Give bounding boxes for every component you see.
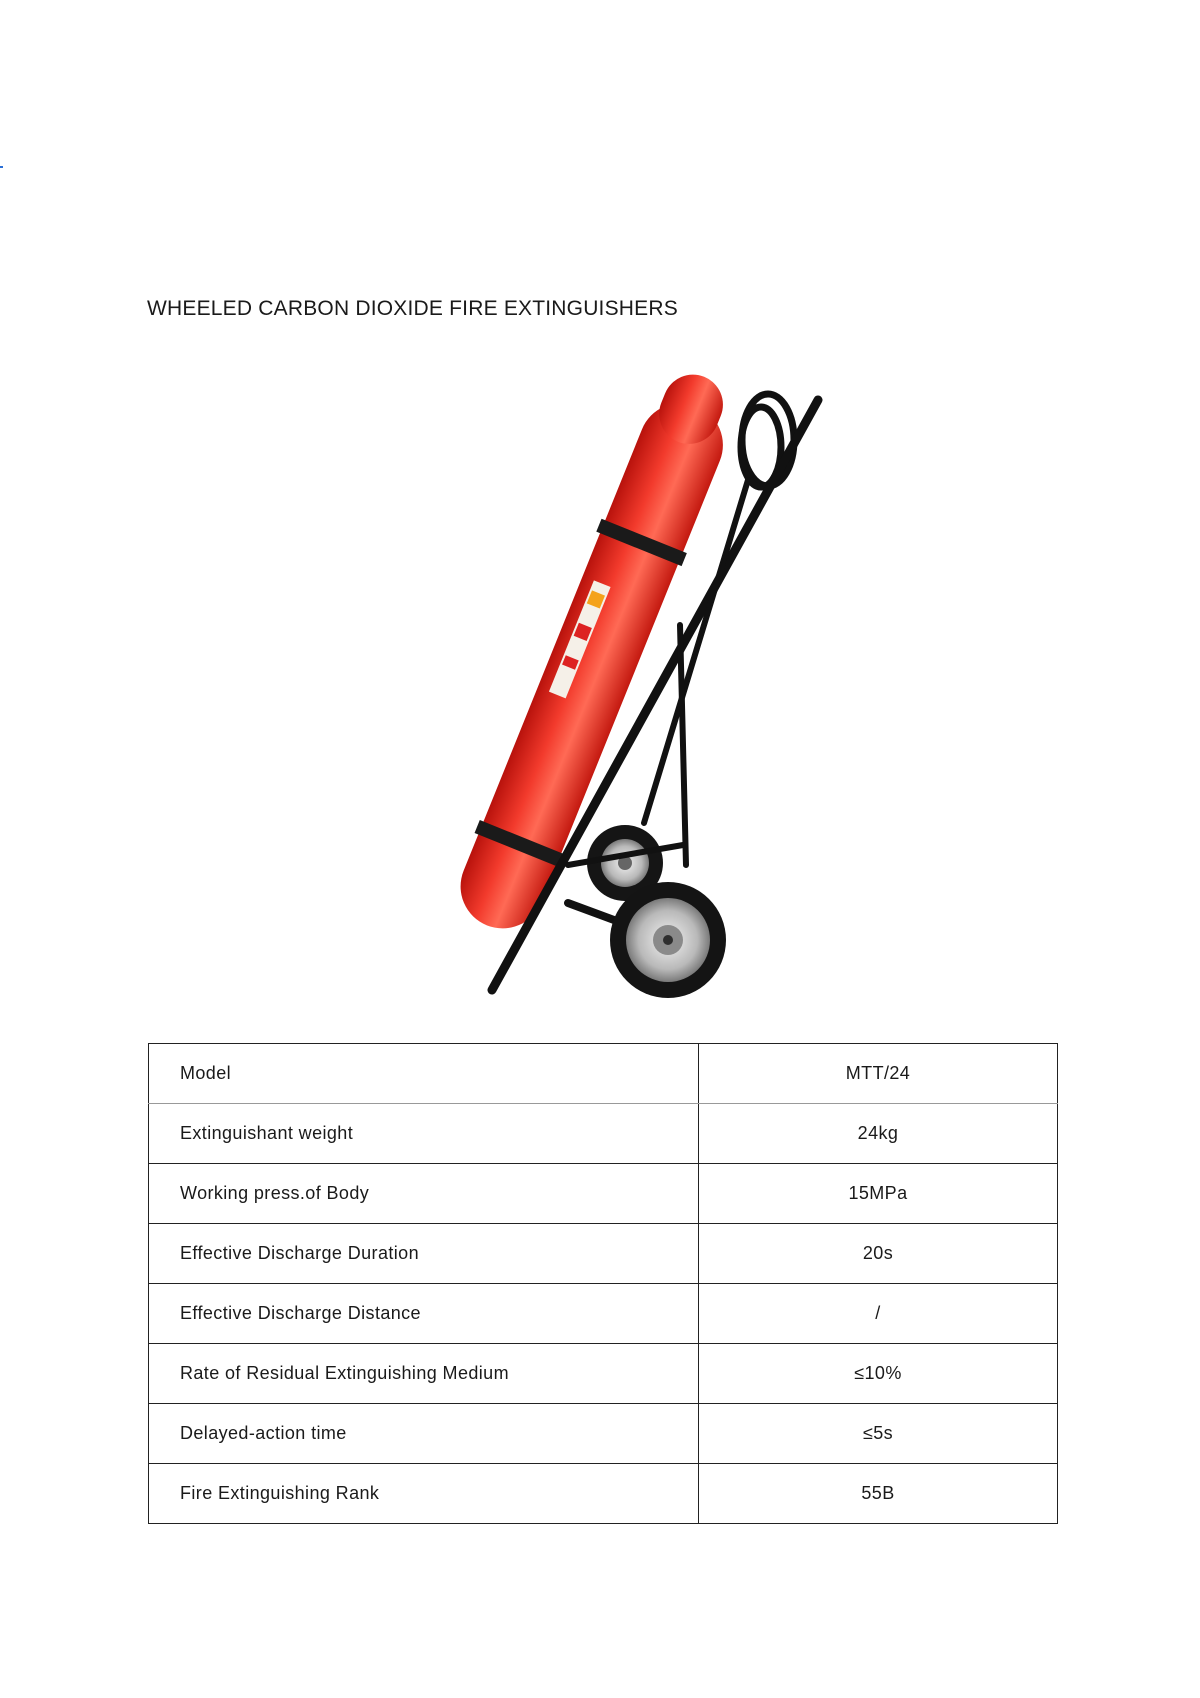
table-row <box>149 1344 1058 1404</box>
spec-value: ≤5s <box>699 1404 1058 1464</box>
table-row <box>149 1464 1058 1524</box>
spec-label: Rate of Residual Extinguishing Medium <box>149 1344 699 1404</box>
spec-label: Extinguishant weight <box>149 1104 699 1164</box>
spec-value: MTT/24 <box>699 1044 1058 1104</box>
spec-value: 24kg <box>699 1104 1058 1164</box>
spec-value: 15MPa <box>699 1164 1058 1224</box>
table-row <box>149 1164 1058 1224</box>
table-row <box>149 1404 1058 1464</box>
spec-label: Working press.of Body <box>149 1164 699 1224</box>
spec-value: / <box>699 1284 1058 1344</box>
spec-table <box>148 1043 1058 1524</box>
spec-value: 20s <box>699 1224 1058 1284</box>
spec-label: Delayed-action time <box>149 1404 699 1464</box>
table-row <box>149 1104 1058 1164</box>
table-row <box>149 1224 1058 1284</box>
spec-value: ≤10% <box>699 1344 1058 1404</box>
table-row <box>149 1044 1058 1104</box>
front-wheel <box>610 882 726 998</box>
spec-label: Model <box>149 1044 699 1104</box>
spec-label: Fire Extinguishing Rank <box>149 1464 699 1524</box>
edge-mark <box>0 166 3 168</box>
table-row <box>149 1284 1058 1344</box>
product-photo <box>418 345 854 1005</box>
page-title: WHEELED CARBON DIOXIDE FIRE EXTINGUISHERS <box>147 297 678 320</box>
spec-value: 55B <box>699 1464 1058 1524</box>
spec-label: Effective Discharge Distance <box>149 1284 699 1344</box>
spec-label: Effective Discharge Duration <box>149 1224 699 1284</box>
